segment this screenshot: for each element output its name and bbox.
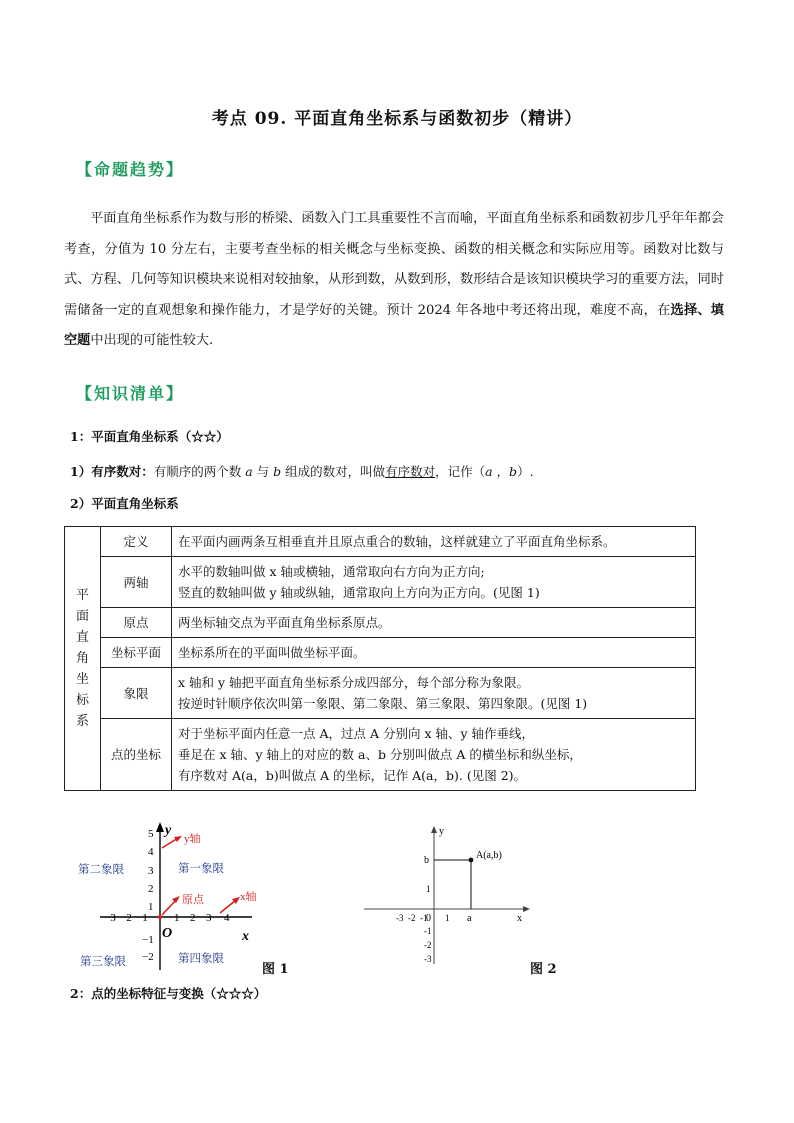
fig2-point-a (469, 858, 474, 863)
table-term: 原点 (101, 608, 172, 638)
fig2-x-arrow (523, 906, 530, 912)
knowledge-heading: 【知识清单】 (76, 384, 185, 403)
ordered-text-c: 组成的数对，叫做 (281, 464, 386, 479)
table-description-line: 两坐标轴交点为平面直角坐标系原点。 (178, 615, 391, 630)
subheading-2: 2）平面直角坐标系 (70, 496, 179, 511)
table-description-line: 坐标系所在的平面叫做坐标平面。 (178, 645, 366, 660)
table-description-line: 垂足在 x 轴、y 轴上的对应的数 a、b 分别叫做点 A 的横坐标和纵坐标， (178, 747, 582, 762)
fig1-quadrant-4: 第四象限 (178, 953, 224, 965)
table-term: 定义 (101, 527, 172, 557)
fig1-y-arrow (156, 822, 164, 832)
fig1-xtick: −3 (104, 912, 116, 924)
table-description-line: 对于坐标平面内任意一点 A，过点 A 分别向 x 轴、y 轴作垂线， (178, 726, 535, 741)
page-title: 考点 09. 平面直角坐标系与函数初步（精讲） (211, 109, 583, 129)
table-term: 点的坐标 (101, 719, 172, 791)
table-term: 坐标平面 (101, 638, 172, 668)
table-side-label: 平 面 直 角 坐 标 系 (65, 527, 101, 791)
fig1-xtick: 4 (224, 912, 230, 924)
fig2-b-label: b (424, 855, 429, 866)
table-row (65, 608, 696, 638)
fig1-xtick: 3 (206, 912, 212, 924)
fig2-xtick: -3 (396, 913, 404, 923)
fig2-xtick: 1 (445, 913, 450, 923)
fig2-y-arrow (431, 826, 437, 833)
fig1-origin-letter: O (162, 926, 173, 941)
table-description (172, 719, 696, 791)
table-description (172, 638, 696, 668)
figure-2 (360, 822, 540, 976)
table-description-line: 按逆时针顺序依次叫第一象限、第二象限、第三象限、第四象限。(见图 1) (178, 696, 588, 711)
ordered-pair-line (70, 462, 534, 480)
fig2-ytick: -2 (424, 940, 432, 950)
table-description (172, 527, 696, 557)
ordered-term: 有序数对 (385, 464, 436, 479)
fig2-ytick: -1 (424, 926, 432, 936)
fig1-y-letter: y (165, 823, 172, 838)
table-row (65, 638, 696, 668)
var-a: a (245, 464, 253, 479)
ordered-text-b: 与 (252, 464, 274, 479)
table-row (65, 668, 696, 719)
figure-2-graph (360, 822, 540, 972)
fig2-point-label: A(a,b) (476, 850, 502, 861)
fig2-x-label: x (517, 913, 522, 924)
fig2-origin-label: 0 (426, 913, 431, 924)
fig1-xtick: 1 (174, 912, 180, 924)
table-description (172, 668, 696, 719)
table-term: 两轴 (101, 557, 172, 608)
fig1-xtick: −1 (136, 912, 148, 924)
figure-1 (70, 820, 290, 984)
fig1-y-axis-label: y轴 (184, 833, 201, 845)
figure-2-caption: 图 2 (530, 962, 557, 977)
table-description-line: x 轴和 y 轴把平面直角坐标系分成四部分，每个部分称为象限。 (178, 675, 530, 690)
fig2-xtick: -2 (408, 913, 416, 923)
intro-bold: 选择、填空题 (64, 302, 724, 348)
figure-1-caption: 图 1 (262, 962, 289, 977)
fig1-xtick: −2 (120, 912, 132, 924)
trend-heading: 【命题趋势】 (76, 160, 185, 179)
table-row (65, 557, 696, 608)
fig1-ytick: 1 (148, 901, 154, 913)
figure-1-graph (70, 820, 290, 980)
fig1-ytick: −2 (142, 951, 154, 963)
table-term: 象限 (101, 668, 172, 719)
fig1-xtick: 2 (190, 912, 196, 924)
table-description-line: 竖直的数轴叫做 y 轴或纵轴，通常取向上方向为正方向。(见图 1) (178, 585, 540, 600)
table-description-line: 有序数对 A(a，b)叫做点 A 的坐标，记作 A(a，b). (见图 2)。 (178, 768, 527, 783)
subheading-3: 2：点的坐标特征与变换（☆☆☆） (70, 986, 267, 1001)
definition-table (64, 526, 696, 791)
fig2-xtick: -1 (420, 913, 428, 923)
var-b: b (273, 464, 282, 479)
fig1-origin-label: 原点 (182, 894, 204, 906)
ordered-text-a: 有顺序的两个数 (153, 464, 246, 479)
table-description-line: 水平的数轴叫做 x 轴或横轴，通常取向右方向为正方向; (178, 564, 485, 579)
fig1-ytick: 5 (148, 828, 154, 840)
fig1-ytick: 3 (148, 865, 154, 877)
ordered-text-d: ，记作（ (435, 464, 486, 479)
fig1-ytick: 2 (148, 883, 154, 895)
fig1-origin-dot (158, 915, 162, 919)
ordered-pair-label: 1）有序数对： (70, 464, 154, 479)
fig1-quadrant-1: 第一象限 (178, 863, 224, 875)
table-description (172, 557, 696, 608)
table-description-line: 在平面内画两条互相垂直并且原点重合的数轴，这样就建立了平面直角坐标系。 (178, 534, 616, 549)
fig2-ytick: -3 (424, 954, 432, 964)
ordered-text-e: ）. (517, 464, 534, 479)
fig1-x-letter: x (242, 929, 249, 944)
intro-paragraph (64, 204, 724, 357)
fig1-x-axis-label: x轴 (240, 891, 257, 903)
intro-text-1: 平面直角坐标系作为数与形的桥梁、函数入门工具重要性不言而喻，平面直角坐标系和函数初步几乎年年都会考查，分值为 10 分左右，主要考查坐标的相关概念与坐标变换、函数的相关概念和实际应用等。函数对比数与式、方程、几何等知识模块来说相对较抽象，从形到数，从数到形，数形结合是该知识模块学习的重要方法，同时需储备一定的直观想象和操作能力，才是学好的关键。预计 2024 年各地中考还将出现，难度不高，在 (64, 211, 724, 318)
fig2-ytick: 1 (426, 884, 431, 894)
fig1-ytick: 4 (148, 846, 154, 858)
intro-text-2: 中出现的可能性较大. (90, 333, 214, 348)
fig1-quadrant-3: 第三象限 (80, 956, 126, 968)
table-row (65, 719, 696, 791)
table-row (65, 527, 696, 557)
fig2-y-label: y (439, 826, 444, 837)
fig2-a-label: a (467, 913, 472, 924)
fig1-ytick: −1 (142, 934, 154, 946)
fig1-quadrant-2: 第二象限 (78, 864, 124, 876)
table-description (172, 608, 696, 638)
ordered-pair-notation: a ，b (485, 464, 518, 479)
subheading-1: 1：平面直角坐标系（☆☆） (70, 429, 229, 444)
